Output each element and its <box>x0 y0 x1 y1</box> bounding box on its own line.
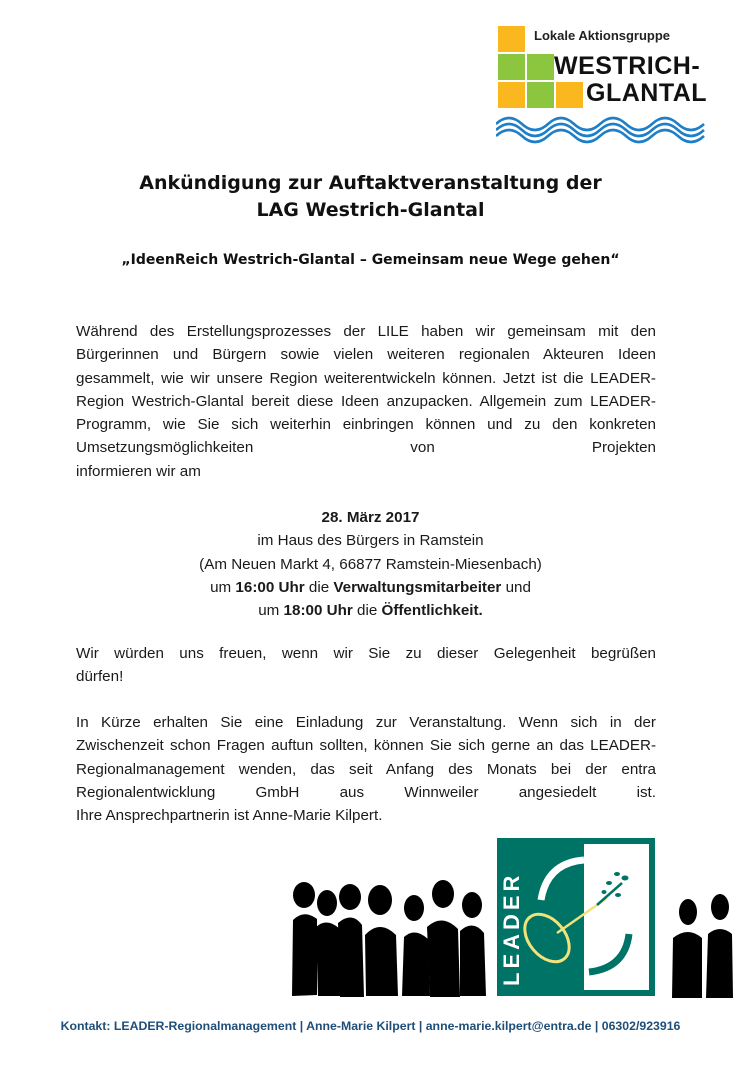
event-venue: im Haus des Bürgers in Ramstein <box>257 532 484 550</box>
logo-square-green <box>498 54 525 80</box>
event-date: 28. März 2017 <box>321 509 420 526</box>
people-group-icon <box>290 875 490 1000</box>
contact-paragraph <box>76 711 656 827</box>
leader-logo <box>497 838 655 996</box>
logo-small-text: Lokale Aktionsgruppe <box>534 28 671 43</box>
contact-paragraph-body: In Kürze erhalten Sie eine Einladung zur Veranstaltung. Wenn sich in der Zwischenzeit schon Fragen auftun sollten, können Sie sich gerne an das LEADER-Regionalmanagement wenden, das seit Anfang des Monats bei der entra Regionalentwicklung GmbH aus Winnweiler angesiedelt ist. <box>76 714 656 801</box>
leader-logo-text: LEADER <box>499 871 524 986</box>
logo-title-line1: WESTRICH- <box>554 52 701 80</box>
intro-paragraph <box>76 320 656 483</box>
lag-westrich-glantal-logo <box>496 24 708 148</box>
event-session-2: um 18:00 Uhr die Öffentlichkeit. <box>258 602 483 620</box>
event-audience-1: Verwaltungsmitarbeiter <box>333 578 502 596</box>
contact-footer: Kontakt: LEADER-Regionalmanagement | Anne-Marie Kilpert | anne-marie.kilpert@entra.de | 06302/923916 <box>60 1019 681 1033</box>
event-audience-2: Öffentlichkeit. <box>381 602 483 620</box>
event-time-2: 18:00 Uhr <box>283 602 353 620</box>
logo-square-yellow <box>498 82 525 108</box>
contact-paragraph-last-line: Ihre Ansprechpartnerin ist Anne-Marie Kilpert. <box>76 807 383 825</box>
intro-paragraph-last-line: informieren wir am <box>76 462 201 480</box>
waves-icon <box>496 112 708 146</box>
intro-paragraph-body: Während des Erstellungsprozesses der LILE haben wir gemeinsam mit den Bürgerinnen und Bürgern sowie vielen weiteren regionalen Akteuren Ideen gesammelt, wie wir unsere Region weiterentwickeln können. Jetzt ist die LEADER-Region Westrich-Glantal bereit diese Ideen anzupacken. Allgemein zum LEADER-Programm, wie Sie sich weiterhin einbringen können und zu den konkreten Umsetzungsmöglichkeiten von Projekten <box>76 323 656 457</box>
welcome-paragraph-body: Wir würden uns freuen, wenn wir Sie zu dieser Gelegenheit begrüßen <box>76 645 656 662</box>
people-pair-icon <box>668 890 738 1000</box>
page-title <box>0 170 741 224</box>
logo-square-yellow <box>498 26 525 52</box>
event-time-1: 16:00 Uhr <box>235 578 305 596</box>
welcome-paragraph <box>76 642 656 689</box>
motto-subtitle: „IdeenReich Westrich-Glantal – Gemeinsam neue Wege gehen“ <box>121 252 620 268</box>
event-details <box>0 506 741 622</box>
event-address: (Am Neuen Markt 4, 66877 Ramstein-Miesenbach) <box>199 555 542 573</box>
logo-square-green <box>527 54 554 80</box>
title-line2: LAG Westrich-Glantal <box>256 199 485 221</box>
logo-square-yellow <box>556 82 583 108</box>
title-line1: Ankündigung zur Auftaktveranstaltung der <box>139 172 602 194</box>
logo-square-green <box>527 82 554 108</box>
logo-title-line2: GLANTAL <box>586 79 708 107</box>
event-session-1: um 16:00 Uhr die Verwaltungsmitarbeiter und <box>210 578 531 596</box>
welcome-paragraph-last-line: dürfen! <box>76 668 124 686</box>
